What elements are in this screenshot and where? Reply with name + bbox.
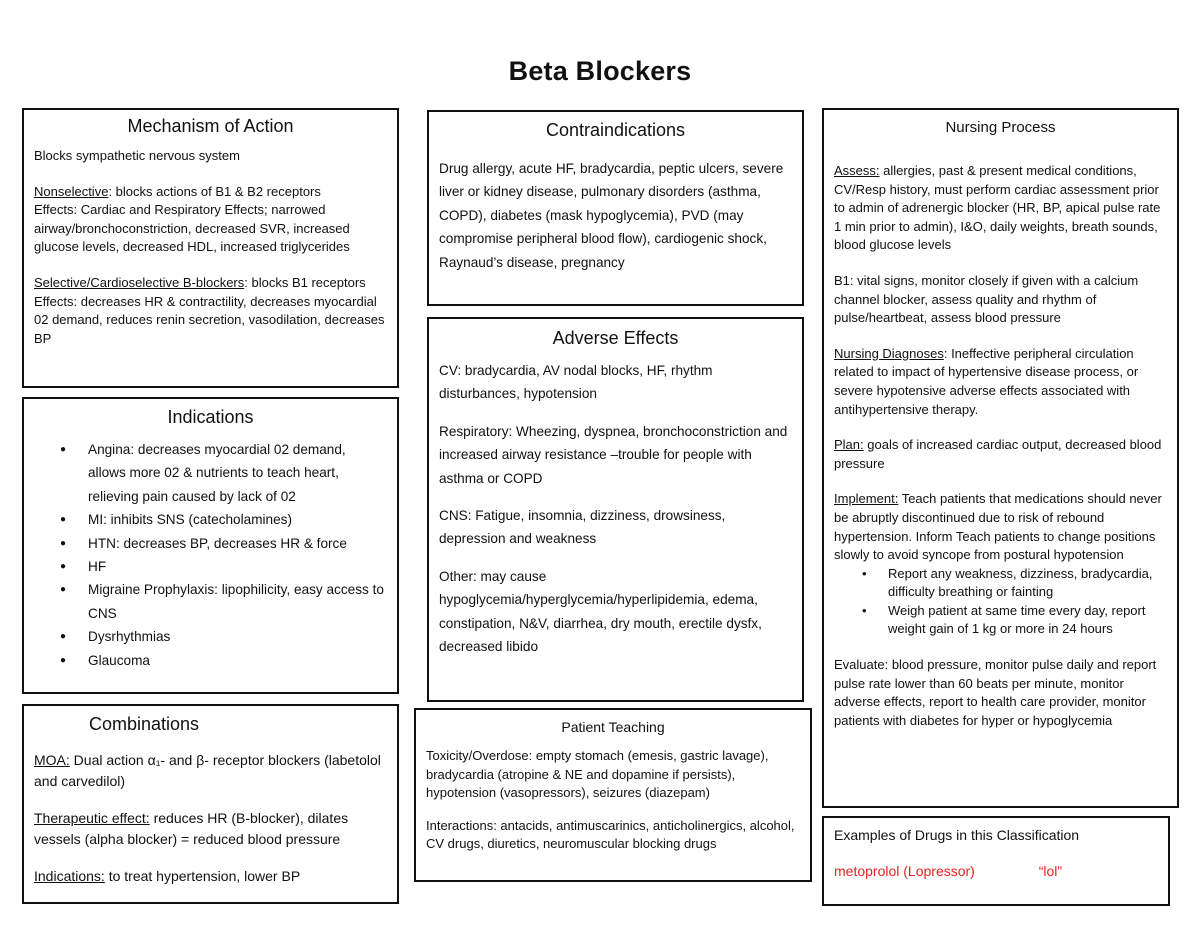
drug-name: metoprolol (Lopressor) — [834, 863, 975, 879]
nonselective-effects: Effects: Cardiac and Respiratory Effects; narrowed airway/bronchoconstriction, decreased SVR, increased glucose levels, decreased HDL, increased triglycerides — [34, 202, 350, 255]
patient-teaching-box — [414, 708, 812, 882]
contraindications-box — [427, 110, 804, 306]
indications-heading: Indications — [167, 407, 254, 427]
list-item: • Weigh patient at same time every day, report weight gain of 1 kg or more in 24 hours — [888, 602, 1167, 639]
contraindications-text: Drug allergy, acute HF, bradycardia, peptic ulcers, severe liver or kidney disease, pulmonary disorders (asthma, COPD), diabetes (mask hypoglycemia), PVD (may compromise peripheral blood flow), cardiogenic shock, Raynaud’s disease, pregnancy — [439, 161, 784, 270]
nursing-plan: Plan: goals of increased cardiac output, decreased blood pressure — [834, 437, 1162, 471]
combinations-moa: MOA: Dual action α₁- and β- receptor blockers (labetolol and carvedilol) — [34, 752, 381, 789]
nursing-process-box — [822, 108, 1179, 808]
list-item: ● HTN: decreases BP, decreases HR & force — [88, 532, 387, 555]
nursing-assess: Assess: allergies, past & present medical conditions, CV/Resp history, must perform cardiac assessment prior to admin of adrenergic blocker (HR, BP, apical pulse rate 1 min prior to admin), I&O, daily weights, breath sounds, blood glucose levels — [834, 163, 1161, 253]
adverse-effects-box — [427, 317, 804, 702]
list-item: ● Angina: decreases myocardial 02 demand, allows more 02 & nutrients to teach heart, relieving pain caused by lack of 02 — [88, 438, 387, 508]
drug-nickname: “lol” — [1038, 863, 1063, 879]
combinations-indications: Indications: to treat hypertension, lower BP — [34, 868, 301, 884]
contraindications-heading: Contraindications — [545, 120, 686, 140]
teaching-interactions: Interactions: antacids, antimuscarinics, anticholinergics, alcohol, CV drugs, diuretics, neuromuscular blocking drugs — [426, 817, 795, 852]
adverse-cv: CV: bradycardia, AV nodal blocks, HF, rhythm disturbances, hypotension — [439, 363, 713, 402]
moa-line: Blocks sympathetic nervous system — [34, 148, 240, 163]
nursing-evaluate: Evaluate: blood pressure, monitor pulse daily and report pulse rate lower than 60 beats per minute, monitor adverse effects, report to health care provider, monitor patients with diabetes for hyper or hypoglycemia — [834, 657, 1157, 728]
list-item: ● Dysrhythmias — [88, 625, 387, 648]
adverse-cns: CNS: Fatigue, insomnia, dizziness, drowsiness, depression and weakness — [439, 508, 726, 547]
combinations-heading: Combinations — [89, 714, 200, 734]
moa-heading: Mechanism of Action — [127, 116, 294, 136]
nursing-b1: B1: vital signs, monitor closely if given with a calcium channel blocker, assess quality and rhythm of pulse/heartbeat, assess blood pressure — [834, 272, 1139, 326]
nursing-diagnoses: Nursing Diagnoses: Ineffective peripheral circulation related to impact of hypertensive disease process, or severe hypotensive adverse effects associated with antihypertensive therapy. — [834, 345, 1139, 417]
combinations-therapeutic-effect: Therapeutic effect: reduces HR (B-blocker), dilates vessels (alpha blocker) = reduced blood pressure — [34, 810, 349, 847]
combinations-box — [22, 704, 399, 904]
list-item: ● HF — [88, 555, 387, 578]
indications-list — [34, 438, 387, 672]
nursing-implement: Implement: Teach patients that medications should never be abruptly discontinued due to risk of rebound hypertension. Inform Teach patients to change positions slowly to avoid syncope from postural hypotension — [834, 491, 1162, 563]
page-title: Beta Blockers — [508, 56, 692, 86]
indications-box — [22, 397, 399, 694]
list-item: ● Glaucoma — [88, 649, 387, 672]
selective-line: Selective/Cardioselective B-blockers: blocks B1 receptors — [34, 274, 366, 290]
patient-teaching-heading: Patient Teaching — [561, 719, 665, 735]
adverse-effects-heading: Adverse Effects — [552, 328, 679, 348]
list-item: ● MI: inhibits SNS (catecholamines) — [88, 508, 387, 531]
teaching-toxicity: Toxicity/Overdose: empty stomach (emesis, gastric lavage), bradycardia (atropine & NE and dopamine if persists), hypotension (vasopressors), seizures (diazepam) — [426, 748, 769, 801]
nursing-process-heading: Nursing Process — [945, 119, 1056, 136]
adverse-other: Other: may cause hypoglycemia/hyperglycemia/hyperlipidemia, edema, constipation, N&V, diarrhea, dry mouth, erectile dysfx, decreased libido — [439, 568, 762, 655]
mechanism-of-action-box — [22, 108, 399, 388]
adverse-respiratory: Respiratory: Wheezing, dyspnea, bronchoconstriction and increased airway resistance –trouble for people with asthma or COPD — [439, 423, 788, 486]
implement-list — [834, 565, 1167, 639]
nonselective-line: Nonselective: blocks actions of B1 & B2 receptors — [34, 183, 321, 199]
selective-effects: Effects: decreases HR & contractility, decreases myocardial 02 demand, reduces renin secretion, vasodilation, decreases BP — [34, 293, 385, 346]
list-item: • Report any weakness, dizziness, bradycardia, difficulty breathing or fainting — [888, 565, 1167, 602]
drug-example-line — [834, 863, 1158, 879]
list-item: ● Migraine Prophylaxis: lipophilicity, easy access to CNS — [88, 578, 387, 625]
drug-examples-box — [822, 816, 1170, 906]
drug-examples-heading: Examples of Drugs in this Classification — [834, 827, 1080, 843]
